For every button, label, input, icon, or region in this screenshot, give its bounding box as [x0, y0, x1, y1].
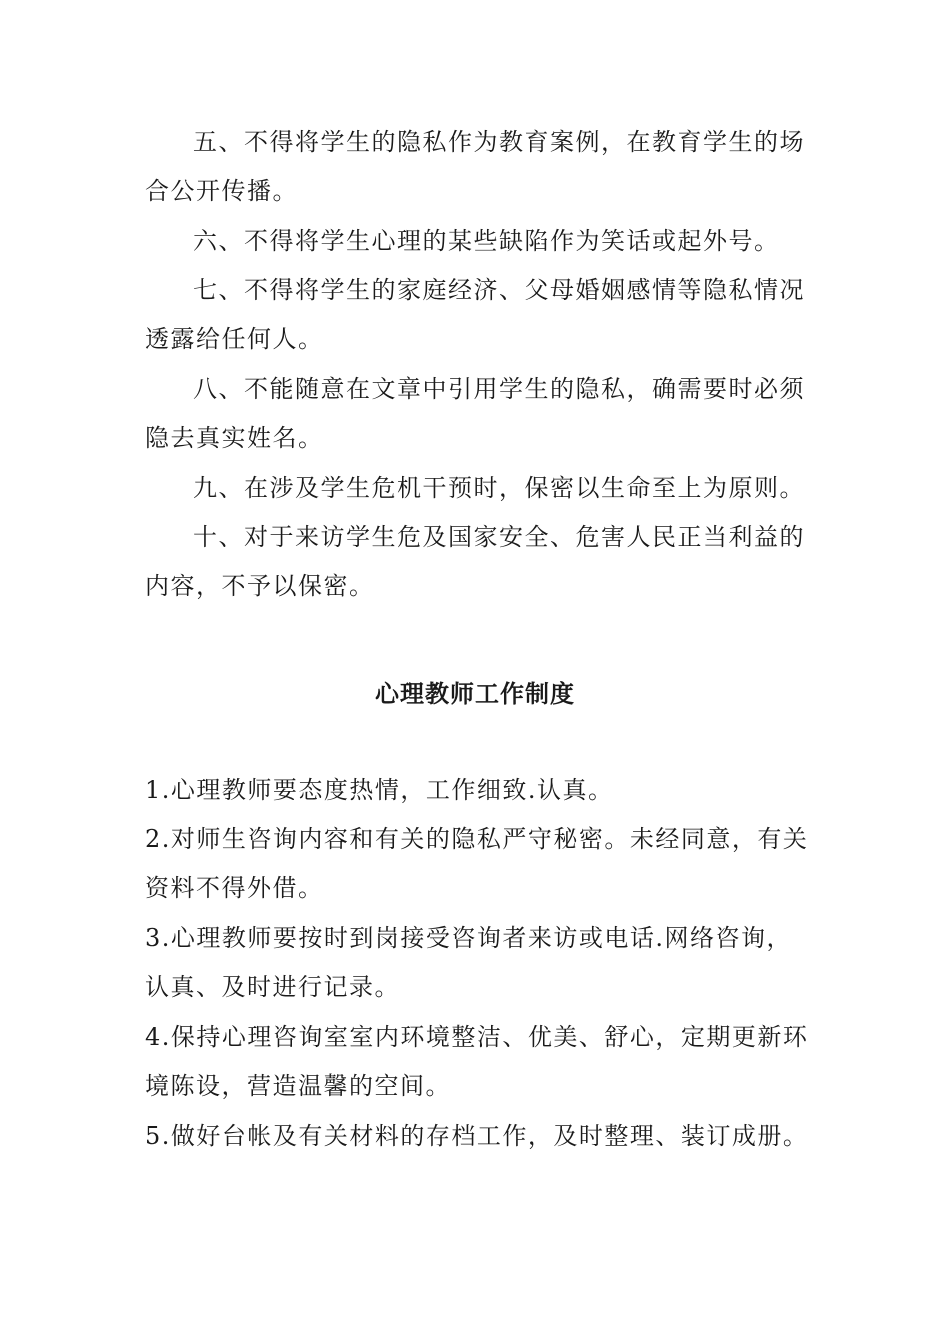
- rule-item-9: 九、在涉及学生危机干预时，保密以生命至上为原则。: [193, 474, 805, 502]
- rule-item-10: 十、对于来访学生危及国家安全、危害人民正当利益的内容，不予以保密。: [145, 523, 805, 600]
- rule-item-5: 五、不得将学生的隐私作为教育案例，在教育学生的场合公开传播。: [145, 128, 805, 205]
- duty-item-1: 1.心理教师要态度热情，工作细致.认真。: [145, 776, 614, 804]
- duty-item-5: 5.做好台帐及有关材料的存档工作，及时整理、装订成册。: [145, 1122, 809, 1150]
- duty-item-3: 3.心理教师要按时到岗接受咨询者来访或电话.网络咨询，认真、及时进行记录。: [145, 924, 793, 1001]
- rule-item-7: 七、不得将学生的家庭经济、父母婚姻感情等隐私情况透露给任何人。: [145, 276, 805, 353]
- rule-item-6: 六、不得将学生心理的某些缺陷作为笑话或起外号。: [193, 227, 780, 255]
- duty-item-2: 2.对师生咨询内容和有关的隐私严守秘密。未经同意，有关资料不得外借。: [145, 825, 809, 902]
- section-title: 心理教师工作制度: [375, 680, 575, 708]
- duty-item-4: 4.保持心理咨询室室内环境整洁、优美、舒心，定期更新环境陈设，营造温馨的空间。: [145, 1023, 809, 1100]
- rule-item-8: 八、不能随意在文章中引用学生的隐私，确需要时必须隐去真实姓名。: [145, 375, 805, 452]
